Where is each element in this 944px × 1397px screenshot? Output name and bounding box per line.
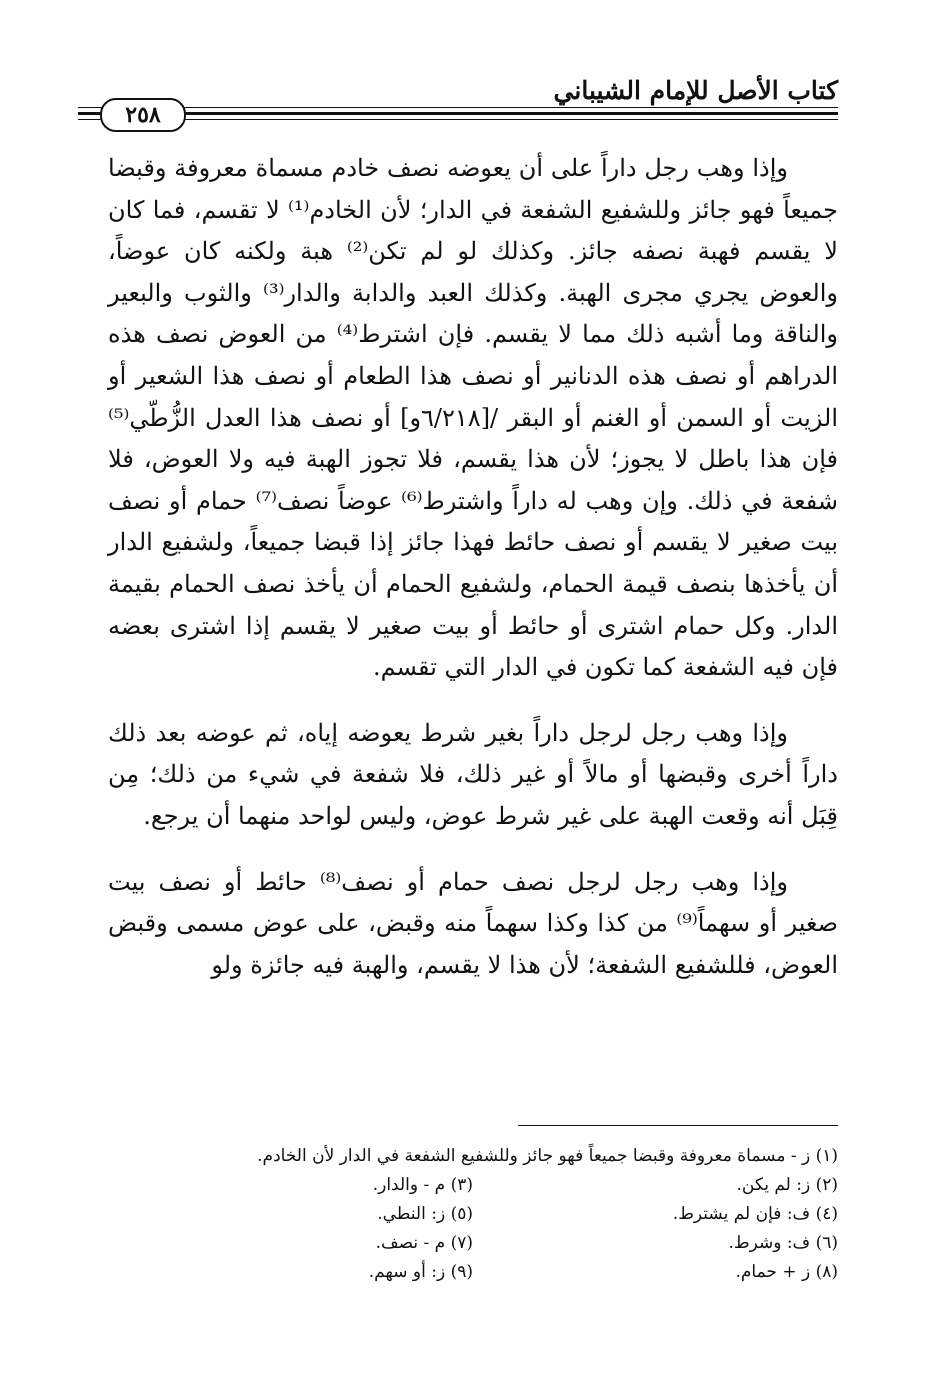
- footnote-row: [108, 1258, 838, 1287]
- header-rule-bottom: [78, 119, 838, 120]
- footnote-6: (٦) ف: وشرط.: [728, 1233, 838, 1253]
- footnote-5: (٥) ز: النطي.: [377, 1204, 473, 1224]
- main-text: [108, 148, 838, 986]
- paragraph-2: وإذا وهب رجل لرجل داراً بغير شرط يعوضه إياه، ثم عوضه بعد ذلك داراً أخرى وقبضها أو مالاً أو غير ذلك، فلا شفعة في شيء من ذلك؛ مِن قِبَل أنه وقعت الهبة على غير شرط عوض، وليس لواحد منهما أن يرجع.: [108, 718, 838, 830]
- header-rule-top: [78, 107, 838, 108]
- footnote-4: (٤) ف: فإن لم يشترط.: [672, 1204, 838, 1224]
- book-title: كتاب الأصل للإمام الشيباني: [553, 76, 838, 105]
- header-rule-middle: [78, 112, 838, 115]
- footnote-row: [108, 1229, 838, 1258]
- footnote-separator: [518, 1125, 838, 1126]
- paragraph-3: وإذا وهب رجل لرجل نصف حمام أو نصف⁽⁸⁾ حائط أو نصف بيت صغير أو سهماً⁽⁹⁾ من كذا وكذا سهماً منه وقبض، على عوض مسمى وقبض العوض، فللشفيع الشفعة؛ لأن هذا لا يقسم، والهبة فيه جائزة ولو: [108, 867, 838, 979]
- footnote-3: (٣) م - والدار.: [372, 1175, 473, 1195]
- paragraph-1: وإذا وهب رجل داراً على أن يعوضه نصف خادم مسماة معروفة وقبضا جميعاً فهو جائز وللشفيع الشفعة في الدار؛ لأن الخادم⁽¹⁾ لا تقسم، فما كان لا يقسم فهبة نصفه جائز. وكذلك لو لم تكن⁽²⁾ هبة ولكنه كان عوضاً، والعوض يجري مجرى الهبة. وكذلك العبد والدابة والدار⁽³⁾ والثوب والبعير والناقة وما أشبه ذلك مما لا يقسم. فإن اشترط⁽⁴⁾ من العوض نصف هذه الدراهم أو نصف هذه الدنانير أو نصف هذا الطعام أو نصف هذا الشعير أو الزيت أو السمن أو الغنم أو البقر /[٦/٢١٨و] أو نصف هذا العدل الزُّطّي⁽⁵⁾ فإن هذا باطل لا يجوز؛ لأن هذا يقسم، فلا تجوز الهبة فيه ولا العوض، فلا شفعة في ذلك. وإن وهب له داراً واشترط⁽⁶⁾ عوضاً نصف⁽⁷⁾ حمام أو نصف بيت صغير لا يقسم أو نصف حائط فهذا جائز إذا قبضا جميعاً، ولشفيع الدار أن يأخذها بنصف قيمة الحمام، ولشفيع الحمام أن يأخذ نصف الحمام بقيمة الدار. وكل حمام اشترى أو حائط أو بيت صغير لا يقسم إذا اشترى بعضه فإن فيه الشفعة كما تكون في الدار التي تقسم.: [108, 154, 839, 682]
- footnote-7: (٧) م - نصف.: [375, 1233, 473, 1253]
- footnote-9: (٩) ز: أو سهم.: [368, 1262, 473, 1282]
- footnote-8: (٨) ز + حمام.: [735, 1262, 838, 1282]
- footnote-row: [108, 1171, 838, 1200]
- footnote-2: (٢) ز: لم يكن.: [736, 1175, 838, 1195]
- page-number: ٢٥٨: [100, 98, 186, 132]
- running-header: [78, 72, 838, 132]
- footnotes: [108, 1142, 838, 1287]
- footnote-1: (١) ز - مسماة معروفة وقبضا جميعاً فهو جائز وللشفيع الشفعة في الدار لأن الخادم.: [257, 1146, 838, 1166]
- footnote-row: [108, 1200, 838, 1229]
